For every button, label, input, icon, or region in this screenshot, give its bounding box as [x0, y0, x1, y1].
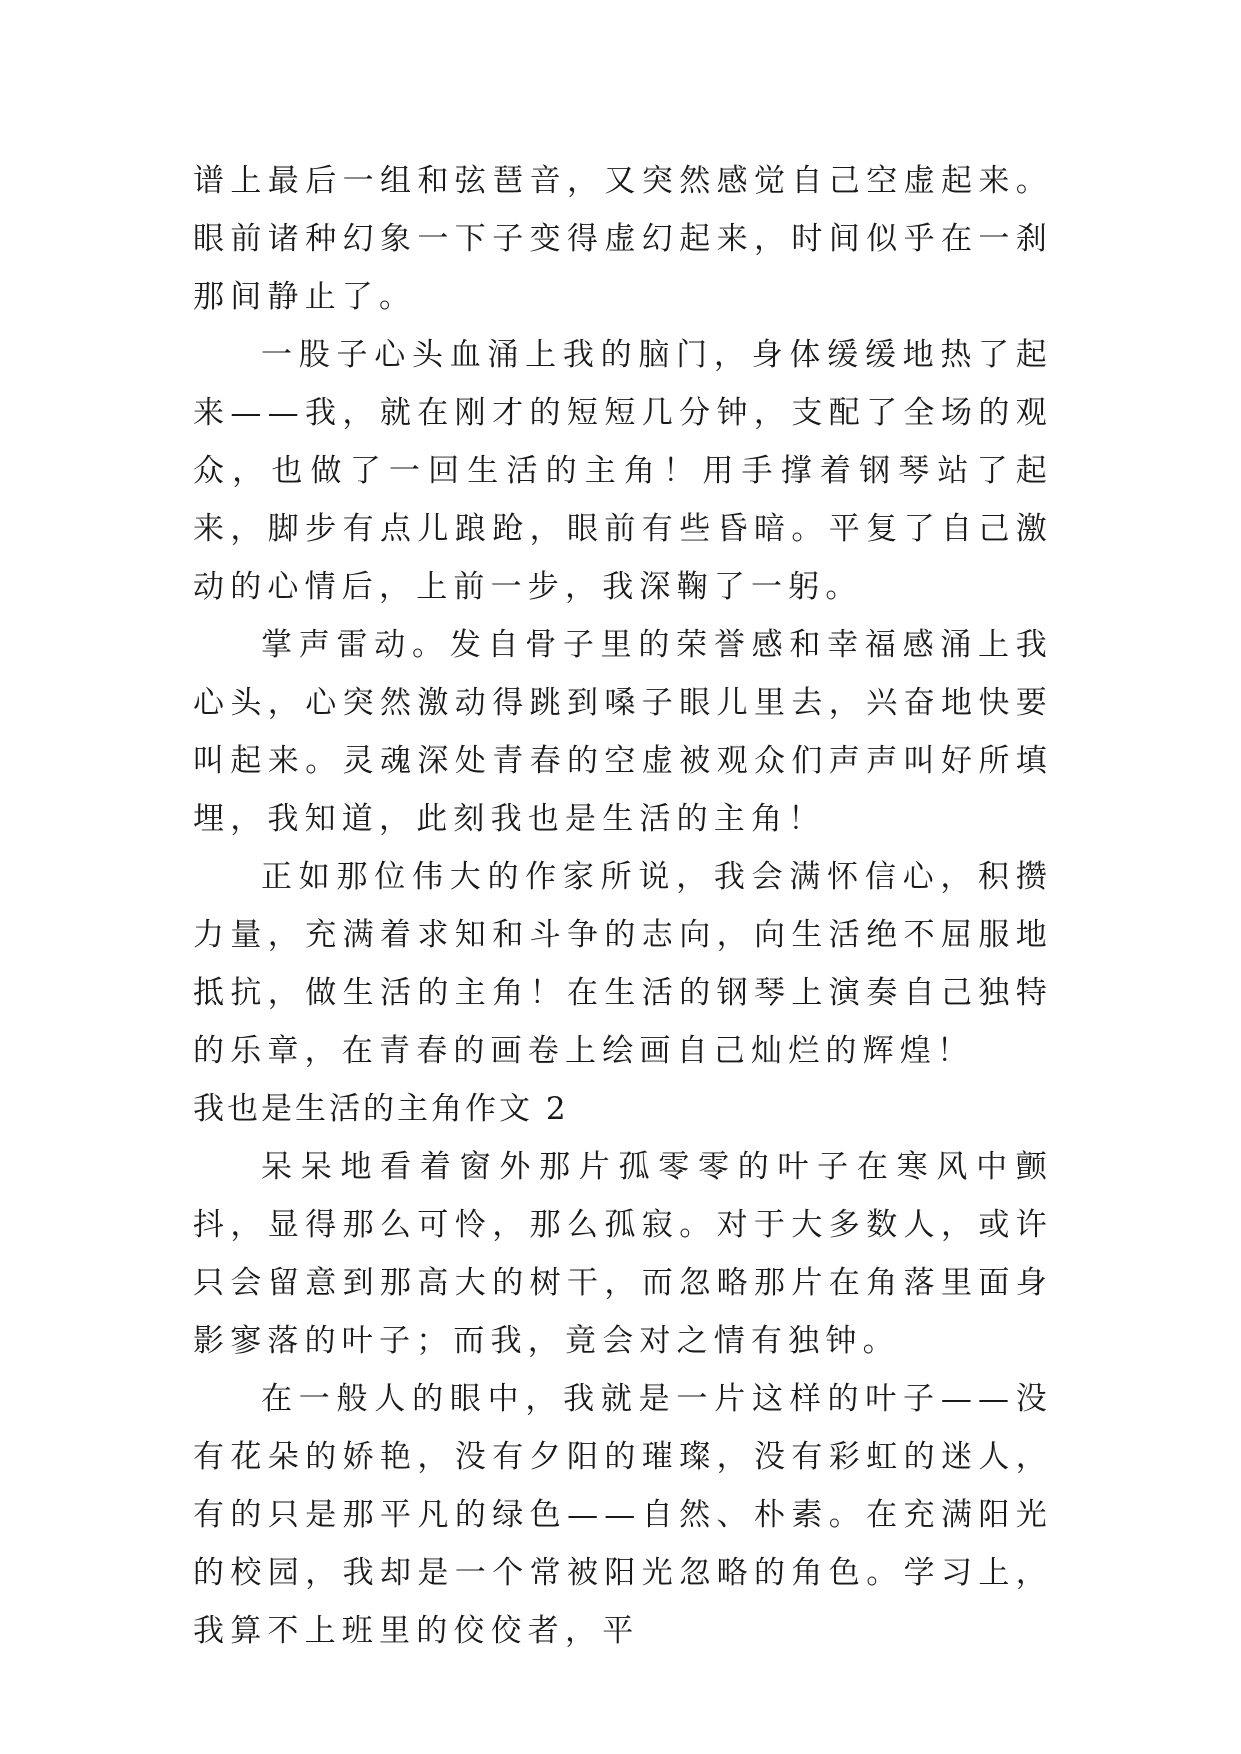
paragraph-3: 掌声雷动。发自骨子里的荣誉感和幸福感涌上我心头，心突然激动得跳到嗓子眼儿里去，兴奋地快要叫起来。灵魂深处青春的空虚被观众们声声叫好所填埋，我知道，此刻我也是生活的主角！ — [193, 627, 1053, 837]
document-page — [193, 152, 1053, 1660]
paragraph-4: 正如那位伟大的作家所说，我会满怀信心，积攒力量，充满着求知和斗争的志向，向生活绝不屈服地抵抗，做生活的主角！在生活的钢琴上演奏自己独特的乐章，在青春的画卷上绘画自己灿烂的辉煌！ — [193, 859, 1053, 1069]
paragraph-1: 谱上最后一组和弦琶音，又突然感觉自己空虚起来。眼前诸种幻象一下子变得虚幻起来，时间似乎在一刹那间静止了。 — [193, 163, 1053, 315]
section-title: 我也是生活的主角作文 2 — [193, 1091, 569, 1127]
paragraph-5: 呆呆地看着窗外那片孤零零的叶子在寒风中颤抖，显得那么可怜，那么孤寂。对于大多数人，或许只会留意到那高大的树干，而忽略那片在角落里面身影寥落的叶子；而我，竟会对之情有独钟。 — [193, 1149, 1053, 1359]
paragraph-2: 一股子心头血涌上我的脑门，身体缓缓地热了起来——我，就在刚才的短短几分钟，支配了全场的观众，也做了一回生活的主角！用手撑着钢琴站了起来，脚步有点儿踉跄，眼前有些昏暗。平复了自己激动的心情后，上前一步，我深鞠了一躬。 — [193, 337, 1053, 605]
paragraph-6: 在一般人的眼中，我就是一片这样的叶子——没有花朵的娇艳，没有夕阳的璀璨，没有彩虹的迷人，有的只是那平凡的绿色——自然、朴素。在充满阳光的校园，我却是一个常被阳光忽略的角色。学习上，我算不上班里的佼佼者，平 — [193, 1381, 1053, 1649]
